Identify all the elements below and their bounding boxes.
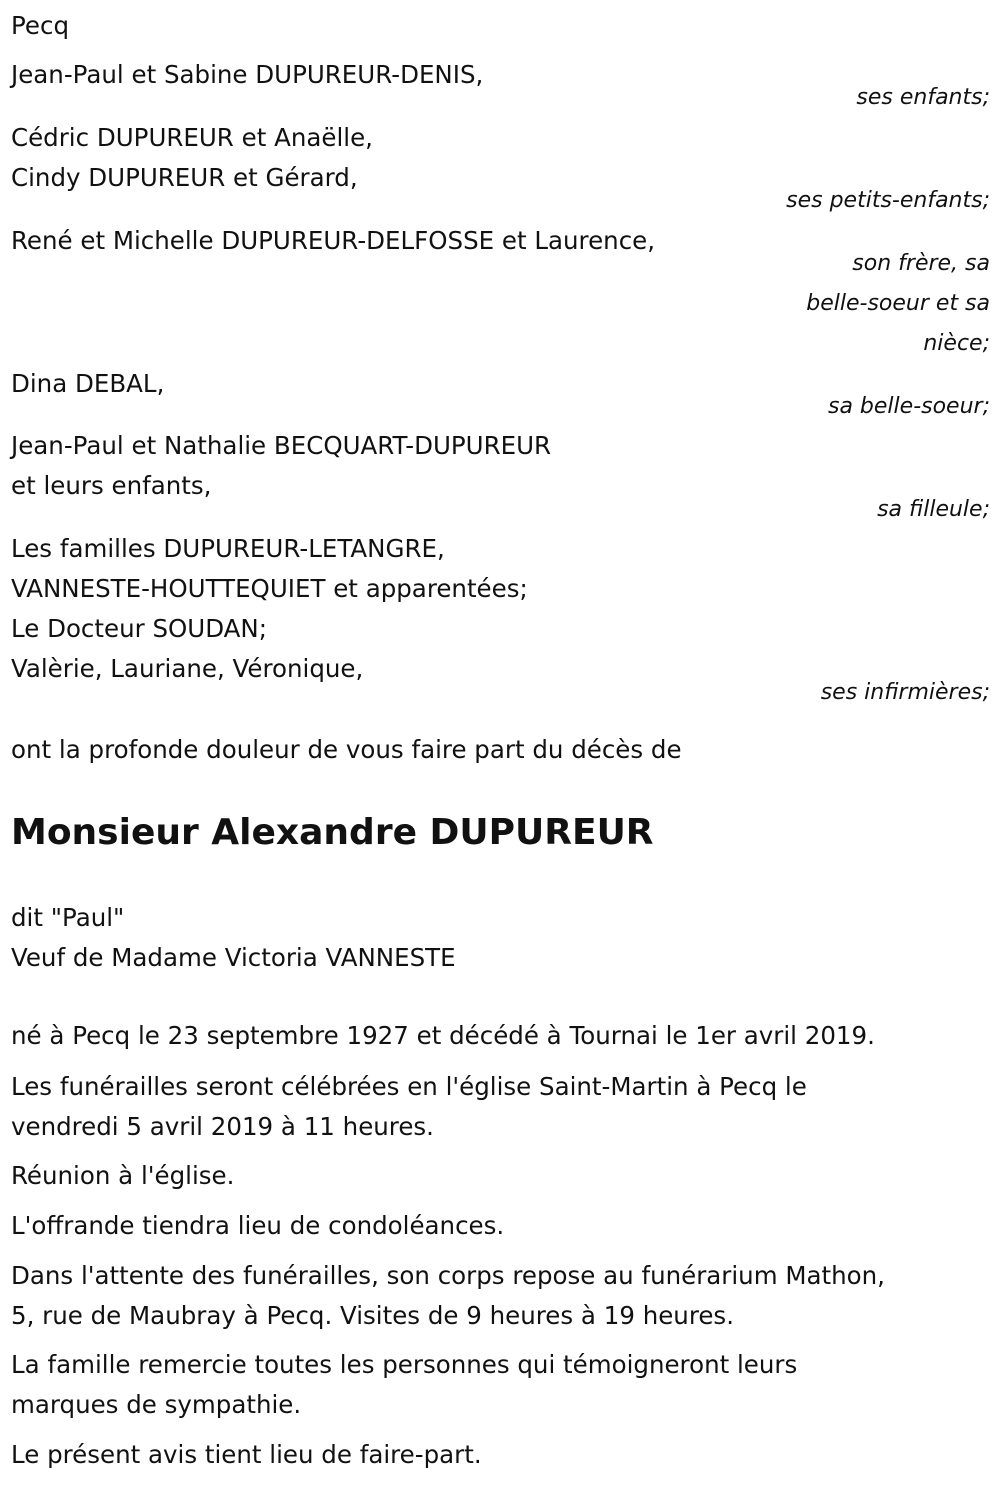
funerarium-line-1: Dans l'attente des funérailles, son corps repose au funérarium Mathon, [11,1261,885,1290]
meeting-text: Réunion à l'église. [11,1161,235,1190]
relation-brother-3: nièce; [923,331,990,356]
relation-sister-in-law: sa belle-soeur; [828,394,990,419]
relation-grandchildren: ses petits-enfants; [786,188,990,213]
family-line-goddaughter-1: Jean-Paul et Nathalie BECQUART-DUPUREUR [11,431,552,460]
announcement-text: ont la profonde douleur de vous faire part du décès de [11,735,682,764]
family-line-others-4: Valèrie, Lauriane, Véronique, [11,654,364,683]
family-line-others-2: VANNESTE-HOUTTEQUIET et apparentées; [11,574,528,603]
relation-brother-2: belle-soeur et sa [806,291,990,316]
deceased-spouse: Veuf de Madame Victoria VANNESTE [11,943,456,972]
family-line-others-1: Les familles DUPUREUR-LETANGRE, [11,534,445,563]
family-line-brother: René et Michelle DUPUREUR-DELFOSSE et Laurence, [11,226,656,255]
relation-brother-1: son frère, sa [852,251,990,276]
family-line-sister-in-law: Dina DEBAL, [11,369,165,398]
family-line-others-3: Le Docteur SOUDAN; [11,614,268,643]
place-heading: Pecq [11,11,69,40]
birth-death-details: né à Pecq le 23 septembre 1927 et décédé à Tournai le 1er avril 2019. [11,1021,875,1050]
deceased-name: Monsieur Alexandre DUPUREUR [11,812,654,853]
relation-nurses: ses infirmières; [820,680,990,705]
offering-text: L'offrande tiendra lieu de condoléances. [11,1211,505,1240]
relation-children: ses enfants; [856,85,990,110]
funeral-line-2: vendredi 5 avril 2019 à 11 heures. [11,1112,434,1141]
family-line-grandchild-2: Cindy DUPUREUR et Gérard, [11,163,358,192]
funerarium-line-2: 5, rue de Maubray à Pecq. Visites de 9 heures à 19 heures. [11,1301,734,1330]
relation-goddaughter: sa filleule; [877,497,990,522]
thanks-line-1: La famille remercie toutes les personnes qui témoigneront leurs [11,1350,798,1379]
family-line-grandchild-1: Cédric DUPUREUR et Anaëlle, [11,123,373,152]
thanks-line-2: marques de sympathie. [11,1390,302,1419]
deceased-nickname: dit "Paul" [11,903,125,932]
family-line-goddaughter-2: et leurs enfants, [11,471,212,500]
funeral-line-1: Les funérailles seront célébrées en l'église Saint-Martin à Pecq le [11,1072,807,1101]
notice-text: Le présent avis tient lieu de faire-part. [11,1440,482,1469]
family-line-children: Jean-Paul et Sabine DUPUREUR-DENIS, [11,60,484,89]
